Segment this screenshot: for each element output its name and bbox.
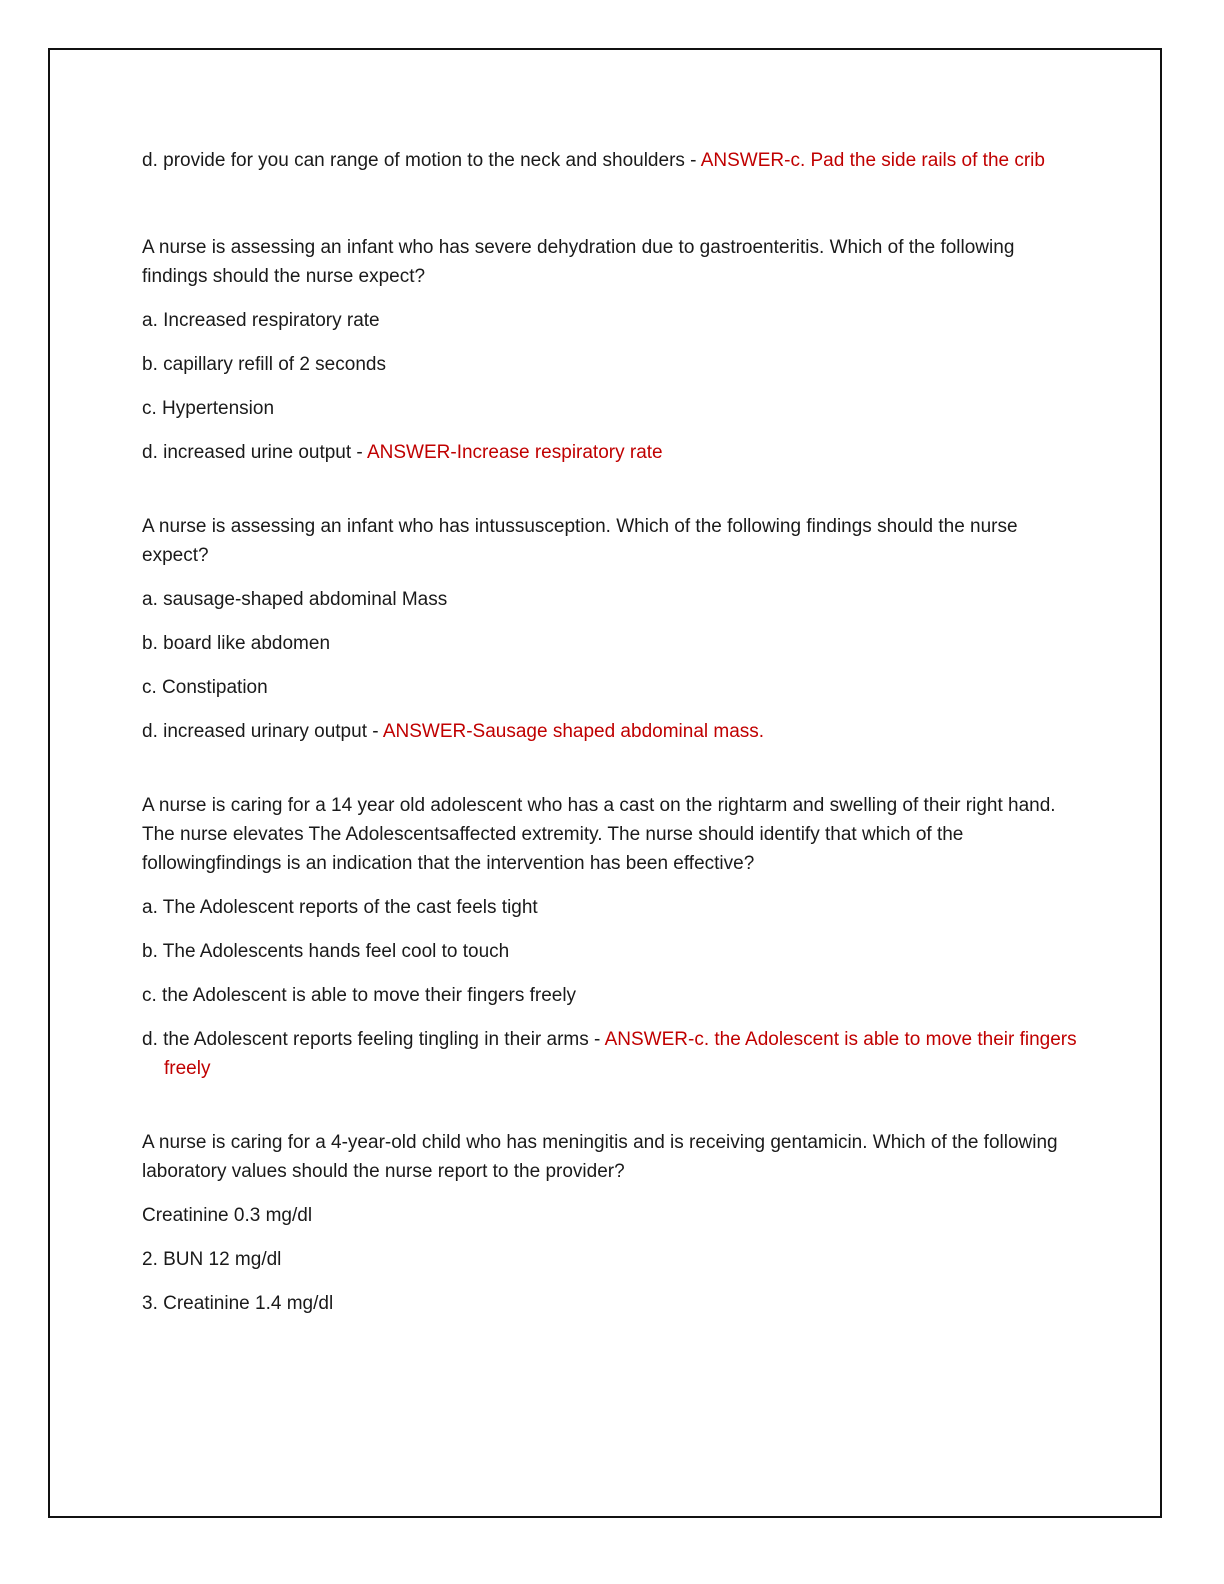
question-block: [142, 146, 1082, 175]
option-b: b. capillary refill of 2 seconds: [142, 354, 386, 375]
option-c: c. Constipation: [142, 677, 268, 698]
question-text: A nurse is assessing an infant who has intussusception. Which of the following findings should the nurse expect?: [142, 516, 1018, 566]
question-text: A nurse is caring for a 4-year-old child who has meningitis and is receiving gentamicin. Which of the following laboratory values should the nurse report to the provider?: [142, 1132, 1058, 1182]
lab-value-2: 2. BUN 12 mg/dl: [142, 1249, 282, 1270]
question-block: [142, 233, 1082, 467]
option-d: [142, 438, 1082, 467]
answer-text: ANSWER-Sausage shaped abdominal mass.: [382, 721, 765, 742]
document-body: [142, 146, 1082, 1333]
answer-text: ANSWER-c. Pad the side rails of the crib: [700, 150, 1045, 171]
answer-text: ANSWER-c. the Adolescent is able to move their fingers freely: [164, 1029, 1077, 1079]
option-a: a. The Adolescent reports of the cast feels tight: [142, 897, 538, 918]
option-c: c. Hypertension: [142, 398, 275, 419]
lab-value-3: 3. Creatinine 1.4 mg/dl: [142, 1293, 334, 1314]
question-block: [142, 1128, 1082, 1318]
option-d: [142, 717, 1082, 746]
option-text: d. the Adolescent reports feeling tingling in their arms -: [142, 1029, 601, 1050]
option-b: b. The Adolescents hands feel cool to touch: [142, 941, 510, 962]
option-b: b. board like abdomen: [142, 633, 331, 654]
lab-value-1: Creatinine 0.3 mg/dl: [142, 1205, 313, 1226]
option-text: d. increased urine output -: [142, 442, 363, 463]
option-d: [142, 146, 1082, 175]
question-text: A nurse is caring for a 14 year old adolescent who has a cast on the rightarm and swelling of their right hand. The nurse elevates The Adolescentsaffected extremity. The nurse should identify that which of the followingfindings is an indication that the intervention has been effective?: [142, 795, 1056, 874]
option-text: d. provide for you can range of motion to the neck and shoulders -: [142, 150, 697, 171]
option-a: a. sausage-shaped abdominal Mass: [142, 589, 448, 610]
option-d: [142, 1025, 1082, 1083]
question-text: A nurse is assessing an infant who has severe dehydration due to gastroenteritis. Which of the following findings should the nurse expect?: [142, 237, 1015, 287]
option-text: d. increased urinary output -: [142, 721, 379, 742]
option-a: a. Increased respiratory rate: [142, 310, 380, 331]
question-block: [142, 512, 1082, 746]
option-c: c. the Adolescent is able to move their fingers freely: [142, 985, 577, 1006]
answer-text: ANSWER-Increase respiratory rate: [366, 442, 663, 463]
question-block: [142, 791, 1082, 1083]
